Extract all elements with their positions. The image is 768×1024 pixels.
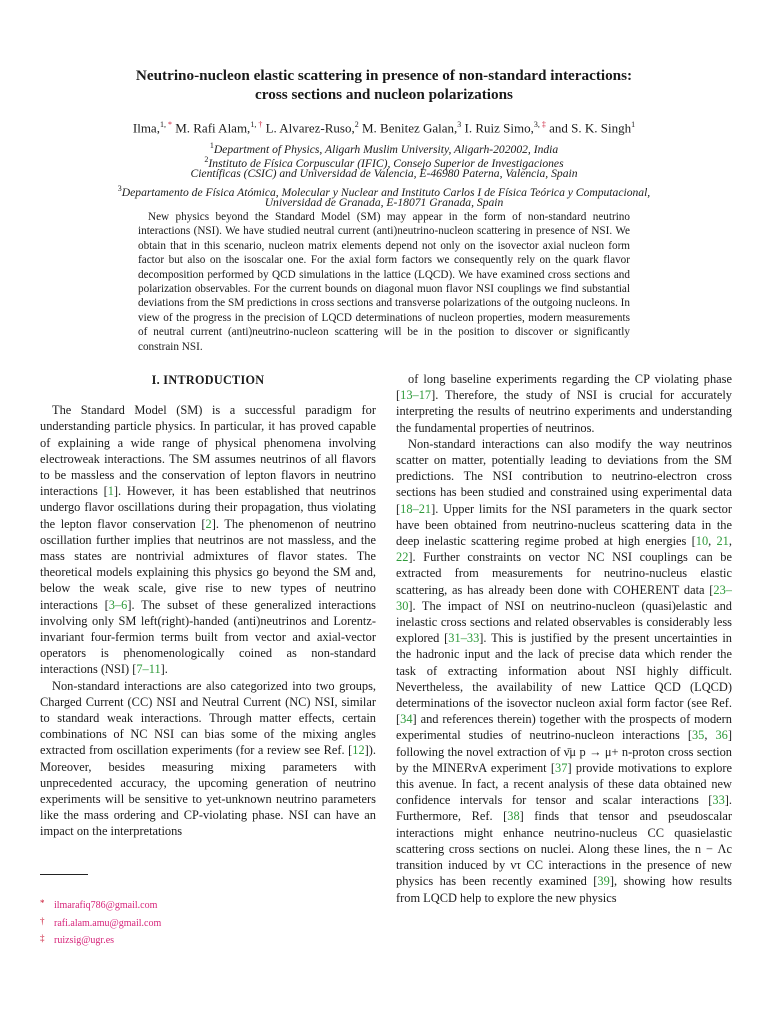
text-run: ]. Further constraints on vector NC NSI couplings can be extracted from measurements for neutrino-nucleus elastic scattering, as has already been done with COHERENT data [ <box>396 550 732 597</box>
text-run: ], showing how results from LQCD help to explore the new physics <box>396 874 733 905</box>
citation-link[interactable]: 1 <box>107 484 114 499</box>
footnote-mark: * <box>40 898 45 908</box>
title-line: cross sections and nucleon polarizations <box>255 86 513 103</box>
citation-link[interactable]: 13–17 <box>400 388 432 403</box>
citation-link[interactable]: 31–33 <box>448 631 480 646</box>
text-run: ]. The phenomenon of neutrino oscillation further implies that neutrinos are not massless, and the mass states are nontrivial admixtures of flavor states. The theoretical models explaining this physics go beyond the SM and, below the weak scale, give rise to new types of neutrino interactions [ <box>40 516 376 612</box>
footnote <box>40 914 376 932</box>
citation-link[interactable]: 7–11 <box>136 662 161 677</box>
citation-link[interactable]: 33 <box>712 793 725 808</box>
text-run: ]. The impact of NSI on neutrino-nucleon (quasi)elastic and inelastic cross sections and related observables is considerably less explored [ <box>396 598 732 646</box>
author-affil-sup: 1, * <box>159 120 172 129</box>
email-link[interactable]: rafi.alam.amu@gmail.com <box>54 917 162 929</box>
text-run: ]. Furthermore, Ref. [ <box>396 793 732 824</box>
author-name: M. Rafi Alam, <box>171 120 251 136</box>
affiliation-sup: 3 <box>117 183 122 193</box>
citation-link[interactable]: 18–21 <box>400 501 432 516</box>
text-run: , <box>728 534 732 549</box>
author-mark: † <box>256 120 263 129</box>
text-run: ]. <box>160 662 168 677</box>
left-column <box>40 370 376 840</box>
footnote-rule <box>40 874 88 875</box>
abstract-text: New physics beyond the Standard Model (SM) may appear in the form of non-standard neutrino interactions (NSI). We have studied neutral current (anti)neutrino-nucleon scattering in presence of NSI. We obtain that in this scenario, nucleon matrix elements depend not only on the isovector axial nucleon form factor but also on the isoscalar one. For the axial form factors we consequently rely on the quark flavor decomposition performed by QCD simulations in the lattice (LQCD). We have examined cross sections and polarization observables. For the current bounds on diagonal muon flavor NSI couplings we find substantial deviations from the SM predictions in cross sections and transverse polarizations of the outgoing nucleons. In view of the progress in the precision of LQCD determinations of nucleon properties, modern measurements of neutral current (anti)neutrino-nucleon scattering will be in the position to discover or significantly constrain NSI. <box>138 211 630 353</box>
affiliation-sup: 1 <box>209 141 214 150</box>
affiliation-text: Department of Physics, Aligarh Muslim University, Aligarh-202002, India <box>213 142 559 156</box>
abstract <box>138 210 630 354</box>
paper-title <box>60 66 708 104</box>
affiliation-text: Instituto de Física Corpuscular (IFIC), Consejo Superior de Investigaciones <box>208 157 564 171</box>
citation-link[interactable]: 22 <box>396 550 409 565</box>
affiliation-text: Universidad de Granada, E-18071 Granada, Spain <box>264 195 504 209</box>
text-run: ] finds that tensor and pseudoscalar interactions might enhance neutrino-nucleus CC quasielastic scattering cross sections on nuclei. Along these lines, the n − Λc transition induced by ντ CC interactions in the presence of new physics has been recently examined [ <box>396 809 733 889</box>
paragraph <box>396 436 732 906</box>
citation-link[interactable]: 23–30 <box>396 582 732 613</box>
author-name: I. Ruiz Simo, <box>461 120 534 136</box>
text-run: ]. This is justified by the present uncertainties in the hadronic input and the lack of precise data which render the task of extracting information about NSI highly difficult. Nevertheless, the availability of new Lattice QCD (LQCD) determinations of the isovector nucleon axial form factor (see Ref. [ <box>396 631 732 727</box>
text-run: Non-standard interactions are also categorized into two groups, Charged Current (CC) NSI and Neutral Current (NC) NSI, similar to standard weak interactions. Through matter effects, certain combinations of NC NSI can bias some of the mixing angles extracted from oscillation experiments (for a review see Ref. [ <box>40 678 376 758</box>
citation-link[interactable]: 2 <box>205 516 212 531</box>
author-name: Ilma, <box>132 120 160 136</box>
footnote <box>40 931 376 949</box>
citation-link[interactable]: 39 <box>597 874 610 889</box>
citation-link[interactable]: 38 <box>507 809 520 824</box>
text-run: ]. The subset of these generalized interactions involving only SM left(right)-handed (anti)neutrinos and Lorentz-invariant four-fermion terms built from vector and axial-vector operators is phenomenologically coined as non-standard interactions (NSI) [ <box>40 597 376 677</box>
citation-link[interactable]: 37 <box>555 760 568 775</box>
author-mark: * <box>165 120 172 129</box>
text-run: ]. Therefore, the study of NSI is crucial for accurately interpreting the results of neutrino experiments and understanding the fundamental properties of neutrinos. <box>396 388 732 435</box>
author-list <box>40 116 728 136</box>
citation-link[interactable]: 35 <box>691 728 705 743</box>
citation-link[interactable]: 12 <box>352 743 365 758</box>
author-name: M. Benitez Galan, <box>358 120 458 136</box>
affiliation-sup: 2 <box>204 155 209 165</box>
title-line: Neutrino-nucleon elastic scattering in presence of non-standard interactions: <box>135 67 633 84</box>
email-link[interactable]: ilmarafiq786@gmail.com <box>54 900 158 911</box>
text-run: ] provide motivations to explore this avenue. In fact, a recent analysis of these data obtained new confidence intervals for tensor and scalar interactions [ <box>396 760 732 808</box>
text-run: , <box>704 728 716 743</box>
left-column-body <box>40 402 376 839</box>
text-run: ] and references therein) together with the prospects of modern experimental studies of neutrino-nucleon interactions [ <box>396 712 732 743</box>
author-name: and S. K. Singh <box>545 120 632 136</box>
author-mark: ‡ <box>539 120 546 129</box>
paragraph <box>40 678 376 840</box>
affiliation-line <box>40 196 728 210</box>
text-run: Non-standard interactions can also modify the way neutrinos scatter on matter, potentially leading to deviations from the SM predictions. The NSI contribution to neutrino-electron cross sections has been studied and constrained using experimental data [ <box>396 436 732 516</box>
affiliation-text: Departamento de Física Atómica, Molecular y Nuclear and Instituto Carlos I de Física Teórica y Computacional, <box>121 185 651 199</box>
paragraph <box>396 371 732 436</box>
footnote-mark: ‡ <box>40 933 45 943</box>
author-affil-sup: 3, ‡ <box>533 120 546 129</box>
text-run: The Standard Model (SM) is a successful paradigm for understanding particle physics. In particular, it has proved capable of explaining a wide range of physical phenomena involving electroweak interactions. The SM assumes neutrinos of all flavors to be massless and the conservation of lepton flavors in neutrino interactions [ <box>40 403 376 499</box>
paragraph <box>40 402 376 677</box>
citation-link[interactable]: 36 <box>715 728 728 743</box>
text-run: , <box>708 534 717 549</box>
footnotes <box>40 896 376 949</box>
section-heading: I. INTRODUCTION <box>151 373 265 387</box>
right-column-body <box>396 371 732 906</box>
author-name: L. Alvarez-Ruso, <box>262 120 355 136</box>
affiliation-text: Científicas (CSIC) and Universidad de Valencia, E-46980 Paterna, Valencia, Spain <box>190 167 578 181</box>
author-affil-sup: 1, † <box>250 120 263 129</box>
text-run: ] following the novel extraction of ν̄μ p → μ+ n-proton cross section by the MINERvA experiment [ <box>396 728 732 775</box>
text-run: ]). Moreover, besides measuring mixing parameters with unprecedented accuracy, the upcoming generation of neutrino experiments will be sensitive to yet-unknown neutrino parameters like the mass ordering and CP-violating phase. NSI can have an impact on the interpretations <box>40 743 376 839</box>
footnote-mark: † <box>40 915 45 926</box>
citation-link[interactable]: 21 <box>716 534 729 549</box>
affiliation-line <box>40 167 728 181</box>
text-run: of long baseline experiments regarding the CP violating phase [ <box>396 372 732 403</box>
author-affil-sup: 3 <box>457 120 462 129</box>
author-affil-sup: 2 <box>354 120 359 129</box>
footnote <box>40 896 376 914</box>
citation-link[interactable]: 34 <box>400 712 413 727</box>
author-affil-sup: 1 <box>631 120 636 129</box>
text-run: ]. However, it has been established that neutrinos undergo flavor oscillations during their propagation, thus violating the lepton flavor conservation [ <box>40 484 377 531</box>
citation-link[interactable]: 3–6 <box>108 597 128 612</box>
citation-link[interactable]: 10 <box>695 534 709 549</box>
email-link[interactable]: ruizsig@ugr.es <box>54 935 115 946</box>
right-column <box>396 371 732 906</box>
text-run: ]. Upper limits for the NSI parameters in the quark sector have been obtained from neutrino-nucleus scattering data in the deep inelastic scattering regime probed at high energies [ <box>396 501 732 549</box>
